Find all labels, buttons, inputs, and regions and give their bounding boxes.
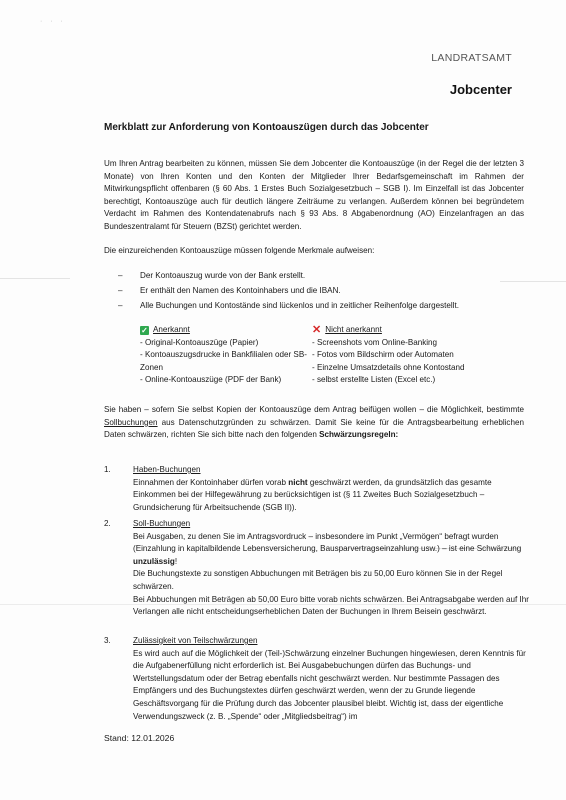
- not-accepted-column: [312, 324, 484, 387]
- intro-paragraph: Um Ihren Antrag bearbeiten zu können, müssen Sie dem Jobcenter die Kontoauszüge (in der Regel die der letzten 3 Monate) von Ihren Konten und den Konten der Mitglieder Ihrer Bedarfsgemeinschaft im Rahmen der Mitwirkungspflicht offenbaren (§ 60 Abs. 1 Erstes Buch Sozialgesetzbuch – SGB I). Im Einzelfall ist das Jobcenter berechtigt, Kontoauszüge auch für deutlich längere Zeiträume zu verlangen. Außerdem können bei begründetem Verdacht im Rahmen des Kontendatenabrufs nach § 93 Abs. 8 Abgabenordnung (AO) Einzelanfragen an das Bundeszentralamt für Steuern (BZSt) gerichtet werden.: [104, 159, 524, 231]
- authority-name: LANDRATSAMT: [431, 52, 512, 64]
- list-item: – Der Kontoauszug wurde von der Bank erstellt.: [118, 271, 306, 280]
- office-name: Jobcenter: [449, 82, 512, 97]
- rule-soll-buchungen: 2. Soll-Buchungen Bei Ausgaben, zu denen Sie im Antragsvordruck – insbesondere im Punkt „Vermögen“ befragt wurden (Einzahlung in kapitalbildende Lebensversicherung, Bausparvertragseinzahlung usw.) – ist eine Schwärzung unzulässig! Die Buchungstexte zu sonstigen Abbuchungen mit Beträgen bis zu 50,00 Euro können Sie in der Regel schwärzen. Bei Abbuchungen mit Beträgen ab 50,00 Euro bitte vorab nichts schwärzen. Bei Antragsabgabe werden auf Ihr Verlangen alle nicht entscheidungserheblichen Daten der Buchungen in Ihrem Beisein geschwärzt.: [104, 518, 529, 619]
- list-item: - Screenshots vom Online-Banking: [312, 337, 438, 347]
- rule-text: Die Buchungstexte zu sonstigen Abbuchungen mit Beträgen bis zu 50,00 Euro können Sie in der Regel schwärzen.: [133, 569, 503, 591]
- acceptance-columns: [140, 324, 530, 387]
- rule-text: Einnahmen der Kontoinhaber dürfen vorab nicht geschwärzt werden, da grundsätzlich das gesamte Einkommen bei der Hilfegewährung zu berücksichtigen ist (§ 11 Zweites Buch Sozialgesetzbuch – Grundsicherung für Arbeitsuchende (SGB II)).: [133, 477, 492, 512]
- rule-haben-buchungen: 1. Haben-Buchungen Einnahmen der Kontoinhaber dürfen vorab nicht geschwärzt werden, da grundsätzlich das gesamte Einkommen bei der Hilfegewährung zu berücksichtigen ist (§ 11 Zweites Buch Sozialgesetzbuch – Grundsicherung für Arbeitsuchende (SGB II)).: [104, 464, 529, 514]
- list-item: - Online-Kontoauszüge (PDF der Bank): [140, 375, 282, 385]
- list-item: - Kontoauszugsdrucke in Bankfilialen oder SB-Zonen: [140, 350, 307, 372]
- status-date: Stand: 12.01.2026: [104, 733, 175, 743]
- list-item: - Original-Kontoauszüge (Papier): [140, 337, 259, 347]
- not-accepted-heading: ✕ Nicht anerkannt: [312, 323, 382, 336]
- rule-heading: Soll-Buchungen: [133, 519, 191, 528]
- list-item: - Fotos vom Bildschirm oder Automaten: [312, 350, 454, 360]
- list-item: - selbst erstellte Listen (Excel etc.): [312, 375, 436, 385]
- rule-text: Es wird auch auf die Möglichkeit der (Teil-)Schwärzung einzelner Buchungen hingewiesen, deren Kenntnis für die Aufgabenerfüllung nicht erforderlich ist. Bei Ausgabebuchungen dürfen das Buchungs- und Wertstellungsdatum oder der Betrag ebenfalls nicht geschwärzt werden. Nur bestimmte Passagen des Empfängers und des Buchungstextes dürfen geschwärzt werden, wenn der zu Grunde liegende Geschäftsvorgang für die Prüfung durch das Jobcenter plausibel bleibt. Wichtig ist, dass der eigentliche Verwendungszweck (z. B. „Spende“ oder „Mitgliedsbeitrag“) im: [133, 648, 526, 721]
- list-item: – Er enthält den Namen des Kontoinhabers und die IBAN.: [118, 286, 341, 295]
- features-intro: Die einzureichenden Kontoauszüge müssen folgende Merkmale aufweisen:: [104, 246, 375, 255]
- rule-teilschwaerzungen: 3. Zulässigkeit von Teilschwärzungen Es wird auch auf die Möglichkeit der (Teil-)Schwärzung einzelner Buchungen hingewiesen, deren Kenntnis für die Aufgabenerfüllung nicht erforderlich ist. Bei Ausgabebuchungen dürfen das Buchungs- und Wertstellungsdatum oder der Betrag ebenfalls nicht geschwärzt werden. Nur bestimmte Passagen des Empfängers und des Buchungstextes dürfen geschwärzt werden, wenn der zu Grunde liegende Geschäftsvorgang für die Prüfung durch das Jobcenter plausibel bleibt. Wichtig ist, dass der eigentliche Verwendungszweck (z. B. „Spende“ oder „Mitgliedsbeitrag“) im: [104, 635, 529, 723]
- rule-heading: Zulässigkeit von Teilschwärzungen: [133, 636, 258, 645]
- scan-line: [0, 278, 70, 279]
- accepted-column: [140, 324, 312, 387]
- redaction-paragraph: Sie haben – sofern Sie selbst Kopien der Kontoauszüge dem Antrag beifügen wollen – die Möglichkeit, bestimmte Sollbuchungen aus Datenschutzgründen zu schwärzen. Damit Sie keine für die Antragsbearbeitung erheblichen Daten schwärzen, richten Sie sich bitte nach den folgenden Schwärzungsregeln:: [104, 405, 524, 440]
- cross-icon: ✕: [312, 323, 322, 336]
- rule-text: Bei Abbuchungen mit Beträgen ab 50,00 Euro bitte vorab nichts schwärzen. Bei Antragsabgabe werden auf Ihr Verlangen alle nicht entscheidungserheblichen Daten der Buchungen in Ihrem Beisein geschwärzt.: [133, 594, 529, 617]
- scan-artifact: · · ·: [40, 18, 66, 25]
- rule-text: Bei Ausgaben, zu denen Sie im Antragsvordruck – insbesondere im Punkt „Vermögen“ befragt wurden (Einzahlung in kapitalbildende Lebensversicherung, Bausparvertragseinzahlung usw.) – ist eine Schwärzung unzulässig!: [133, 531, 522, 566]
- rule-heading: Haben-Buchungen: [133, 465, 201, 474]
- list-item: – Alle Buchungen und Kontostände sind lückenlos und in zeitlicher Reihenfolge dargestellt.: [118, 301, 460, 310]
- list-item: - Einzelne Umsatzdetails ohne Kontostand: [312, 362, 465, 372]
- requirements-list: [118, 268, 528, 313]
- accepted-heading: ✓ Anerkannt: [141, 325, 190, 335]
- document-title: Merkblatt zur Anforderung von Kontoauszügen durch das Jobcenter: [104, 122, 429, 133]
- check-icon: ✓: [141, 325, 148, 335]
